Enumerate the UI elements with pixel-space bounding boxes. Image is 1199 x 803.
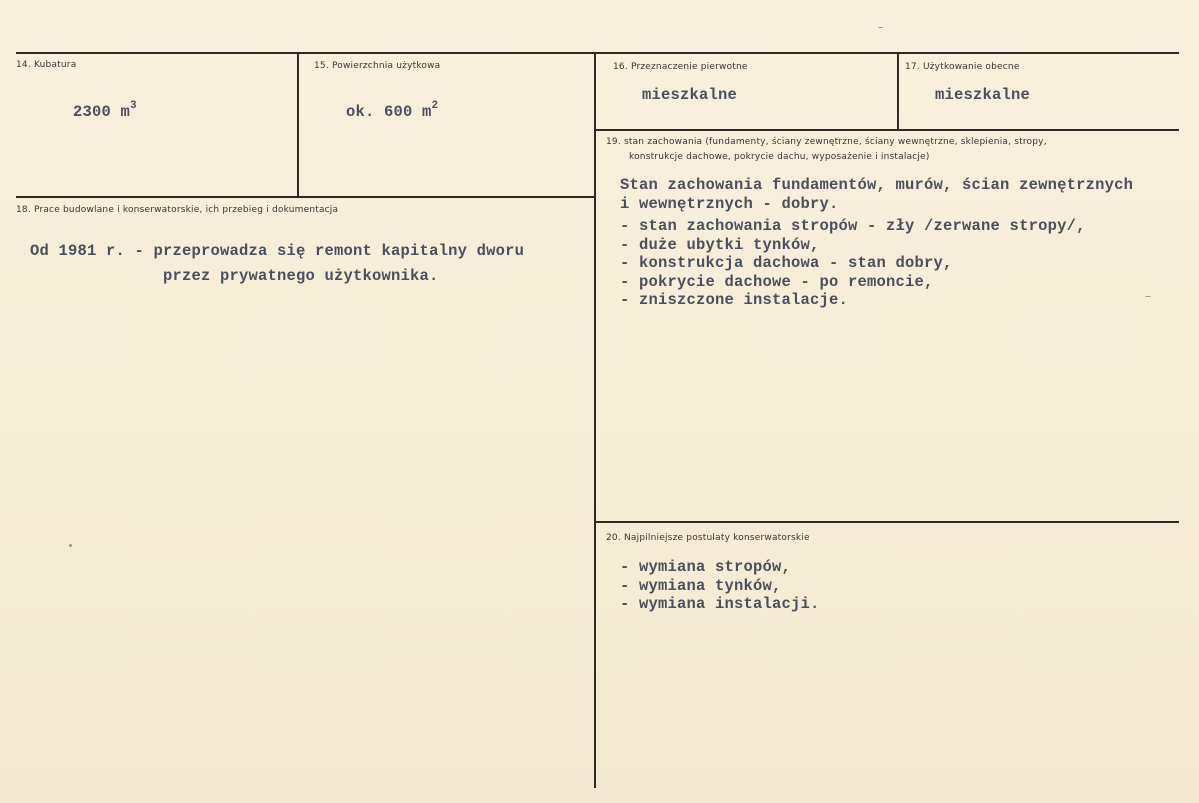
value-przeznaczenie: mieszkalne bbox=[642, 86, 738, 104]
label-kubatura: 14. Kubatura bbox=[16, 60, 77, 70]
rule-left-mid bbox=[16, 196, 595, 198]
divider-16-17 bbox=[897, 53, 899, 130]
postulaty-text bbox=[620, 558, 820, 614]
postulat-line: - wymiana tynków, bbox=[620, 576, 782, 595]
value-kubatura: 2300 $m^3$ bbox=[73, 100, 137, 121]
stan-line: - zniszczone instalacje. bbox=[620, 291, 849, 309]
label-prace: 18. Prace budowlane i konserwatorskie, ich przebieg i dokumentacja bbox=[16, 205, 339, 215]
stan-line: i wewnętrznych - dobry. bbox=[620, 194, 839, 213]
prace-line-2: przez prywatnego użytkownika. bbox=[163, 267, 439, 285]
value-powierzchnia: ok. 600 $m^2$ bbox=[346, 100, 439, 121]
rule-right-20 bbox=[595, 521, 1179, 523]
label-przeznaczenie: 16. Przeznaczenie pierwotne bbox=[613, 62, 748, 72]
label-postulaty: 20. Najpilniejsze postulaty konserwatorskie bbox=[606, 533, 810, 543]
divider-14-15 bbox=[297, 53, 299, 196]
label-uzytkowanie: 17. Użytkowanie obecne bbox=[905, 62, 1020, 72]
rule-right-19 bbox=[595, 129, 1179, 131]
stan-line: Stan zachowania fundamentów, murów, ścian zewnętrznych bbox=[620, 176, 1134, 194]
stan-line: - pokrycie dachowe - po remoncie, bbox=[620, 272, 934, 291]
prace-line-1: Od 1981 r. - przeprowadza się remont kapitalny dworu bbox=[30, 242, 525, 260]
paper-speck bbox=[878, 27, 883, 28]
postulat-line: - wymiana stropów, bbox=[620, 558, 792, 576]
paper-speck bbox=[69, 544, 72, 547]
label-stan-line-1: 19. stan zachowania (fundamenty, ściany zewnętrzne, ściany wewnętrzne, sklepienia, stropy, bbox=[606, 137, 1047, 147]
stan-line: - duże ubytki tynków, bbox=[620, 235, 820, 254]
label-powierzchnia: 15. Powierzchnia użytkowa bbox=[314, 61, 441, 71]
paper-speck bbox=[1145, 296, 1151, 297]
postulat-line: - wymiana instalacji. bbox=[620, 595, 820, 613]
value-uzytkowanie: mieszkalne bbox=[935, 86, 1031, 104]
stan-text bbox=[620, 176, 1133, 310]
stan-line: - stan zachowania stropów - zły /zerwane stropy/, bbox=[620, 217, 1086, 235]
stan-line: - konstrukcja dachowa - stan dobry, bbox=[620, 254, 953, 272]
top-rule bbox=[16, 52, 1179, 54]
label-stan-line-2: konstrukcje dachowe, pokrycie dachu, wyposażenie i instalacje) bbox=[629, 152, 930, 162]
divider-center bbox=[594, 53, 596, 788]
